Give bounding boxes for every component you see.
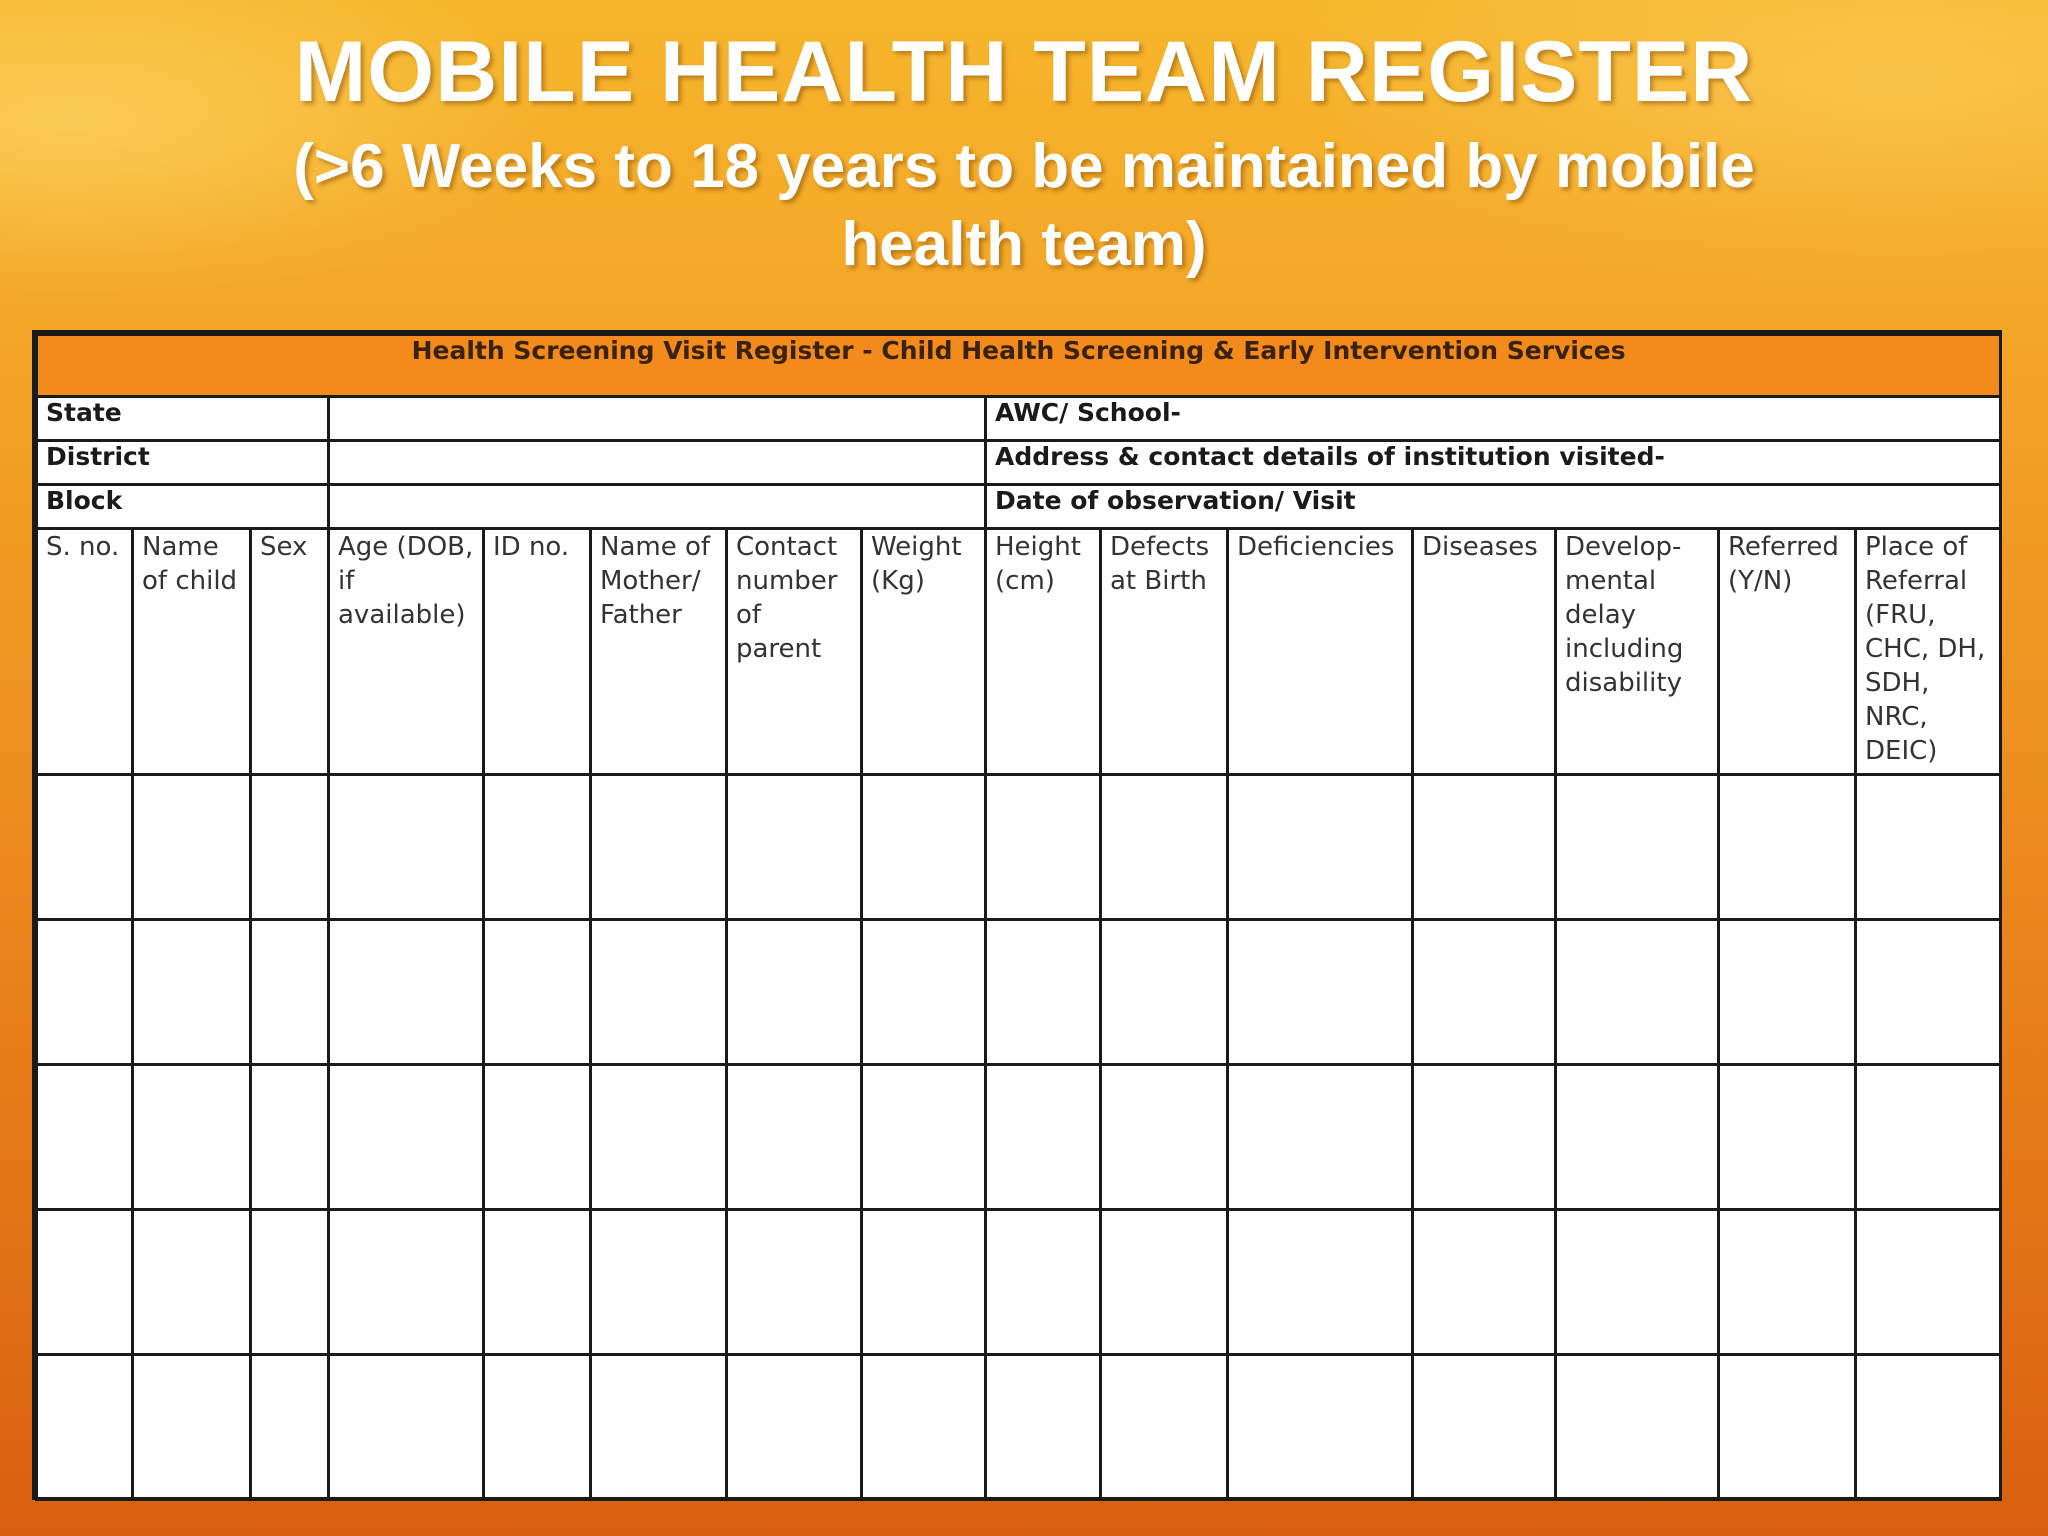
register-entry-cell[interactable] [986,1065,1101,1210]
register-entry-cell[interactable] [484,1065,591,1210]
register-entry-cell[interactable] [1413,1210,1556,1355]
register-entry-cell[interactable] [1228,1355,1413,1500]
register-entry-cell[interactable] [1719,1355,1856,1500]
register-entry-cell[interactable] [251,775,329,920]
register-entry-cell[interactable] [251,1355,329,1500]
register-entry-cell[interactable] [1101,1210,1228,1355]
register-entry-cell[interactable] [1556,1210,1719,1355]
info-row-state [37,397,2001,441]
register-entry-row [37,1355,2001,1500]
slide-title-block [0,18,2048,284]
register-entry-cell[interactable] [1413,920,1556,1065]
register-entry-cell[interactable] [1556,1065,1719,1210]
register-entry-cell[interactable] [1719,1065,1856,1210]
register-entry-cell[interactable] [329,1210,484,1355]
register-entry-cell[interactable] [1413,1065,1556,1210]
col-header-age: Age (DOB, if available) [329,529,484,775]
column-header-row [37,529,2001,775]
register-entry-cell[interactable] [727,1355,862,1500]
register-entry-cell[interactable] [727,1065,862,1210]
register-entry-cell[interactable] [37,1355,133,1500]
register-entry-cell[interactable] [862,920,986,1065]
district-value-cell[interactable] [329,441,986,485]
col-header-deficiencies: Deficiencies [1228,529,1413,775]
register-entry-cell[interactable] [1413,775,1556,920]
col-header-sex: Sex [251,529,329,775]
register-entry-cell[interactable] [329,1065,484,1210]
register-entry-cell[interactable] [1413,1355,1556,1500]
register-entry-cell[interactable] [986,1210,1101,1355]
register-entry-cell[interactable] [1101,1065,1228,1210]
register-entry-cell[interactable] [251,920,329,1065]
register-entry-cell[interactable] [1856,1210,2001,1355]
register-entry-cell[interactable] [986,920,1101,1065]
register-entry-cell[interactable] [133,1355,251,1500]
register-entry-cell[interactable] [1556,920,1719,1065]
col-header-place-of-referral: Place of Referral (FRU, CHC, DH, SDH, NRC, DEIC) [1856,529,2001,775]
block-value-cell[interactable] [329,485,986,529]
institution-address-label[interactable]: Address & contact details of institution visited- [986,441,2001,485]
register-entry-cell[interactable] [484,775,591,920]
info-row-block [37,485,2001,529]
register-form [32,330,2002,1500]
col-header-name-of-child: Name of child [133,529,251,775]
register-entry-cell[interactable] [37,920,133,1065]
register-entry-cell[interactable] [133,920,251,1065]
slide-title: MOBILE HEALTH TEAM REGISTER [294,24,1754,120]
register-banner: Health Screening Visit Register - Child Health Screening & Early Intervention Services [37,335,2001,397]
register-entry-cell[interactable] [862,1355,986,1500]
register-entry-cell[interactable] [862,1065,986,1210]
col-header-developmental-delay: Develop-mental delay including disability [1556,529,1719,775]
register-entry-cell[interactable] [862,1210,986,1355]
col-header-id-no: ID no. [484,529,591,775]
register-entry-cell[interactable] [1228,775,1413,920]
register-entry-cell[interactable] [1228,1065,1413,1210]
register-entry-cell[interactable] [1856,775,2001,920]
register-entry-cell[interactable] [1101,920,1228,1065]
register-banner-row [37,335,2001,397]
register-entry-cell[interactable] [37,1065,133,1210]
register-entry-cell[interactable] [133,775,251,920]
register-entry-row [37,1210,2001,1355]
register-entry-cell[interactable] [727,920,862,1065]
register-entry-cell[interactable] [727,775,862,920]
register-entry-cell[interactable] [251,1065,329,1210]
register-entry-cell[interactable] [1719,920,1856,1065]
awc-school-label[interactable]: AWC/ School- [986,397,2001,441]
col-header-referred: Referred (Y/N) [1719,529,1856,775]
district-label: District [37,441,329,485]
col-header-parent-name: Name of Mother/ Father [591,529,727,775]
register-entry-cell[interactable] [727,1210,862,1355]
register-entry-cell[interactable] [1719,775,1856,920]
register-entry-cell[interactable] [37,775,133,920]
col-header-s-no: S. no. [37,529,133,775]
register-entry-row [37,775,2001,920]
register-entry-cell[interactable] [329,775,484,920]
register-entry-cell[interactable] [484,1355,591,1500]
register-entry-cell[interactable] [133,1210,251,1355]
register-entry-row [37,920,2001,1065]
col-header-diseases: Diseases [1413,529,1556,775]
register-entry-cell[interactable] [1228,1210,1413,1355]
register-entry-cell[interactable] [1556,775,1719,920]
register-entry-cell[interactable] [1101,775,1228,920]
register-entry-cell[interactable] [1856,920,2001,1065]
register-entry-cell[interactable] [1719,1210,1856,1355]
register-entry-cell[interactable] [329,1355,484,1500]
register-entry-cell[interactable] [133,1065,251,1210]
register-entry-cell[interactable] [329,920,484,1065]
register-entry-cell[interactable] [1856,1355,2001,1500]
slide-subtitle: (>6 Weeks to 18 years to be maintained by mobile health team) [293,132,1755,279]
state-value-cell[interactable] [329,397,986,441]
register-entry-cell[interactable] [484,1210,591,1355]
register-entry-cell[interactable] [591,1065,727,1210]
register-entry-cell[interactable] [591,1210,727,1355]
register-entry-cell[interactable] [986,1355,1101,1500]
col-header-weight: Weight (Kg) [862,529,986,775]
register-entry-cell[interactable] [37,1210,133,1355]
col-header-height: Height (cm) [986,529,1101,775]
register-table [35,333,2002,1501]
info-row-district [37,441,2001,485]
register-entry-row [37,1065,2001,1210]
register-entry-cell[interactable] [986,775,1101,920]
register-entry-rows [37,775,2001,1500]
register-entry-cell[interactable] [1556,1355,1719,1500]
register-entry-cell[interactable] [591,775,727,920]
register-entry-cell[interactable] [591,1355,727,1500]
register-entry-cell[interactable] [251,1210,329,1355]
observation-date-label[interactable]: Date of observation/ Visit [986,485,2001,529]
register-entry-cell[interactable] [862,775,986,920]
col-header-defects-at-birth: Defects at Birth [1101,529,1228,775]
col-header-contact-number: Contact number of parent [727,529,862,775]
register-entry-cell[interactable] [484,920,591,1065]
state-label: State [37,397,329,441]
block-label: Block [37,485,329,529]
register-entry-cell[interactable] [1101,1355,1228,1500]
register-entry-cell[interactable] [1856,1065,2001,1210]
register-entry-cell[interactable] [1228,920,1413,1065]
register-entry-cell[interactable] [591,920,727,1065]
